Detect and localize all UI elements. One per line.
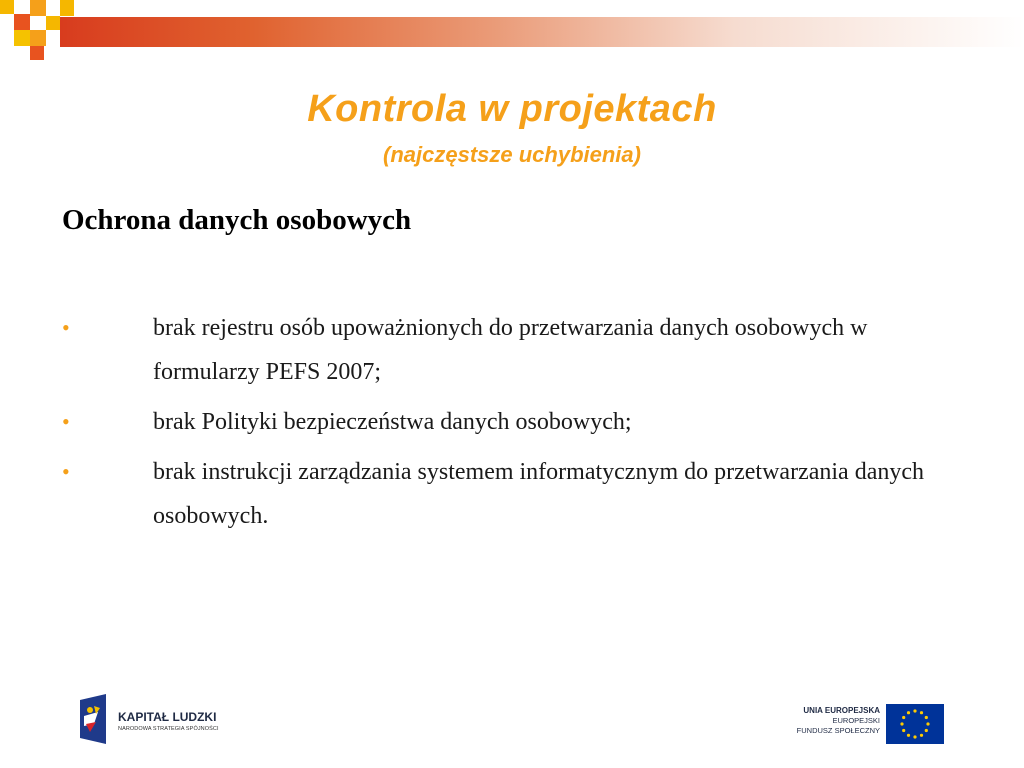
bullet-icon: • xyxy=(62,409,70,434)
kapital-ludzki-logo xyxy=(78,694,258,746)
ue-line-3: FUNDUSZ SPOŁECZNY xyxy=(796,726,880,735)
bullet-item xyxy=(62,450,942,538)
ue-line-2: EUROPEJSKI xyxy=(832,716,880,725)
bullet-item xyxy=(62,306,942,394)
header-gradient-band xyxy=(60,17,1024,47)
slide-title: Kontrola w projektach xyxy=(307,88,717,130)
bullet-list xyxy=(62,306,942,544)
unia-europejska-text xyxy=(797,706,880,736)
bullet-icon: • xyxy=(62,315,70,340)
section-heading: Ochrona danych osobowych xyxy=(62,204,412,236)
bullet-text: brak Polityki bezpieczeństwa danych osobowych; xyxy=(153,409,632,435)
bullet-text: brak instrukcji zarządzania systemem informatycznym do przetwarzania danych osobowych. xyxy=(153,459,924,529)
eu-flag-icon xyxy=(886,704,944,744)
unia-europejska-logo xyxy=(770,702,946,746)
kapital-ludzki-title: KAPITAŁ LUDZKI xyxy=(118,710,217,724)
decorative-squares xyxy=(0,0,80,64)
bullet-item xyxy=(62,400,942,444)
slide-subtitle: (najczęstsze uchybienia) xyxy=(383,142,641,167)
kapital-ludzki-emblem-icon xyxy=(78,694,108,744)
ue-line-1: UNIA EUROPEJSKA xyxy=(803,706,880,715)
kapital-ludzki-subtitle: NARODOWA STRATEGIA SPÓJNOŚCI xyxy=(118,726,219,732)
bullet-icon: • xyxy=(62,459,70,484)
bullet-text: brak rejestru osób upoważnionych do przetwarzania danych osobowych w formularzy PEFS 2007; xyxy=(153,315,868,385)
